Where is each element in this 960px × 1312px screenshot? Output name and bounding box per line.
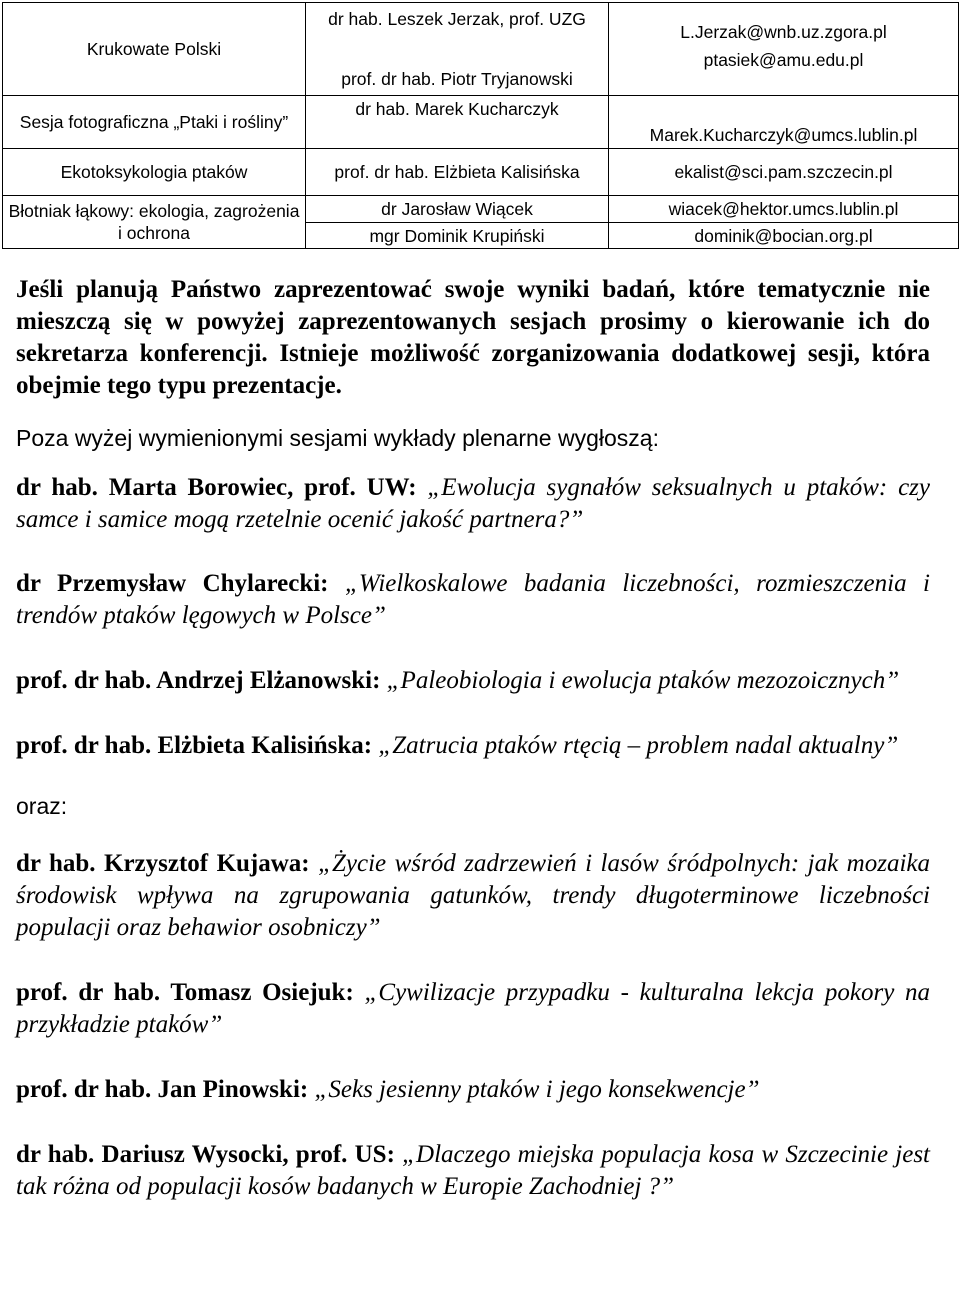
email-link[interactable]: dominik@bocian.org.pl [694,225,873,246]
lecture-item [16,1139,930,1203]
session-emails [609,149,959,196]
leader-name: dr Jarosław Wiącek [306,198,608,223]
email-link[interactable]: wiacek@hektor.umcs.lublin.pl [609,198,958,223]
lecture-speaker: dr Przemysław Chylarecki: [16,570,329,597]
document-body [16,274,930,1203]
lecture-title: „Seks jesienny ptaków i jego konsekwencje” [314,1076,760,1103]
session-name: Sesja fotograficzna „Ptaki i rośliny” [3,96,306,149]
lecture-title: „Zatrucia ptaków rtęcią – problem nadal aktualny” [378,732,899,759]
leader-name: dr hab. Leszek Jerzak, prof. UZG [328,9,586,29]
lecture-speaker: prof. dr hab. Jan Pinowski: [16,1076,309,1103]
lecture-speaker: prof. dr hab. Andrzej Elżanowski: [16,667,381,694]
lecture-item [16,1074,930,1106]
session-leaders [306,96,609,149]
lecture-item [16,848,930,944]
leader-name: dr hab. Marek Kucharczyk [355,99,559,119]
table-row [3,196,959,249]
email-link[interactable]: ekalist@sci.pam.szczecin.pl [674,162,893,182]
session-name: Ekotoksykologia ptaków [3,149,306,196]
lecture-speaker: dr hab. Dariusz Wysocki, prof. US: [16,1141,395,1168]
lecture-title: „Cywilizacje przypadku - kulturalna lekcja pokory na przykładzie ptaków” [16,979,931,1038]
session-leaders [306,196,609,249]
lecture-title: „Wielkoskalowe badania liczebności, rozmieszczenia i trendów ptaków lęgowych w Polsce” [16,570,931,629]
lecture-speaker: prof. dr hab. Elżbieta Kalisińska: [16,732,373,759]
lecture-speaker: prof. dr hab. Tomasz Osiejuk: [16,979,354,1006]
session-emails [609,3,959,96]
lecture-item [16,977,930,1041]
also-label: oraz: [16,793,68,819]
email-link[interactable]: ptasiek@amu.edu.pl [703,50,864,70]
session-emails [609,96,959,149]
leader-name: prof. dr hab. Piotr Tryjanowski [341,69,573,89]
email-link[interactable]: L.Jerzak@wnb.uz.zgora.pl [680,22,887,42]
lecture-item [16,730,930,762]
lecture-speaker: dr hab. Marta Borowiec, prof. UW: [16,474,417,501]
leader-name: mgr Dominik Krupiński [369,225,545,246]
lecture-title: „Życie wśród zadrzewień i lasów śródpolnych: jak mozaika środowisk wpływa na zgrupowania gatunków, trendy długoterminowe liczebności populacji oraz behawior osobniczy” [16,850,930,941]
lecture-title: „Dlaczego miejska populacja kosa w Szczecinie jest tak różna od populacji kosów badanych w Europie Zachodniej ?” [16,1141,931,1200]
plenary-intro: Poza wyżej wymienionymi sesjami wykłady plenarne wygłoszą: [16,425,659,451]
table-row [3,96,959,149]
session-leaders [306,3,609,96]
leader-name: prof. dr hab. Elżbieta Kalisińska [334,162,580,182]
lecture-item [16,472,930,536]
table-row [3,149,959,196]
email-link[interactable]: Marek.Kucharczyk@umcs.lublin.pl [649,125,918,145]
lecture-item [16,665,930,697]
session-leaders [306,149,609,196]
session-name: Krukowate Polski [3,3,306,96]
lecture-speaker: dr hab. Krzysztof Kujawa: [16,850,310,877]
notice-paragraph: Jeśli planują Państwo zaprezentować swoje wyniki badań, które tematycznie nie mieszczą się w powyżej zaprezentowanych sesjach prosimy o kierowanie ich do sekretarza konferencji. Istnieje możliwość zorganizowania dodatkowej sesji, która obejmie tego typu prezentacje. [16,276,930,399]
session-emails [609,196,959,249]
lecture-item [16,568,930,632]
table-row [3,3,959,96]
session-name: Błotniak łąkowy: ekologia, zagrożenia i ochrona [3,196,306,249]
sessions-table [2,2,959,249]
lecture-title: „Paleobiologia i ewolucja ptaków mezozoicznych” [386,667,900,694]
lecture-title: „Ewolucja sygnałów seksualnych u ptaków: czy samce i samice mogą rzetelnie ocenić jakość partnera?” [16,474,930,533]
